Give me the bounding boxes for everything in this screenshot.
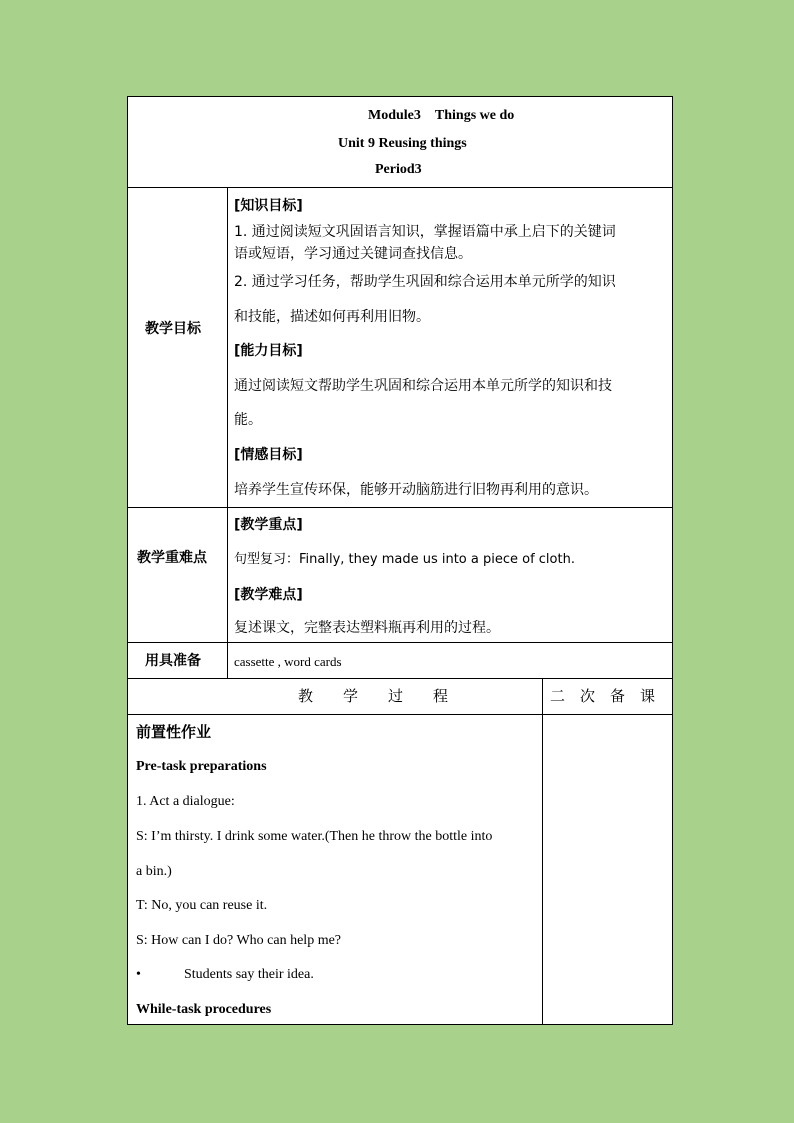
knowledge-item-1-line2: 语或短语，学习通过关键词查找信息。 [234,246,472,262]
unit-title: Unit 9 Reusing things [338,136,467,151]
rule-after-title [128,187,672,188]
ability-heading: [能力目标] [234,343,303,359]
process-header-left: 教 学 过 程 [298,687,449,705]
knowledge-item-2-line1: 2. 通过学习任务，帮助学生巩固和综合运用本单元所学的知识 [234,274,616,290]
period-title: Period3 [375,162,422,177]
knowledge-item-1-line1: 1. 通过阅读短文巩固语言知识，掌握语篇中承上启下的关键词 [234,224,616,240]
process-column-divider [542,678,543,1024]
difficulty-text: 复述课文，完整表达塑料瓶再利用的过程。 [234,620,500,636]
dialogue-t1: T: No, you can reuse it. [136,898,268,913]
homework-heading: 前置性作业 [136,723,212,741]
knowledge-item-2-line2: 和技能，描述如何再利用旧物。 [234,309,430,325]
emotion-line1: 培养学生宣传环保，能够开动脑筋进行旧物再利用的意识。 [234,482,598,498]
module-title: Module3 Things we do [368,108,515,123]
label-column-divider [227,187,228,678]
materials-text: cassette , word cards [234,654,342,669]
whiletask-heading: While-task procedures [136,1002,272,1017]
process-item-1: 1. Act a dialogue: [136,794,235,809]
knowledge-heading: [知识目标] [234,198,303,214]
lesson-plan-table [127,96,673,1025]
difficulty-heading: [教学难点] [234,587,303,603]
rule-after-keypoints [128,642,672,643]
materials-label: 用具准备 [145,653,201,669]
focus-heading: [教学重点] [234,517,303,533]
ability-line2: 能。 [234,412,262,428]
ability-line1: 通过阅读短文帮助学生巩固和综合运用本单元所学的知识和技 [234,378,612,394]
rule-after-materials [128,678,672,679]
bullet-marker: • [136,967,141,982]
focus-text: 句型复习：Finally, they made us into a piece of cloth. [234,552,575,567]
dialogue-s1: S: I’m thirsty. I drink some water.(Then he throw the bottle into [136,829,493,844]
objectives-label: 教学目标 [145,321,201,337]
keypoints-label: 教学重难点 [137,550,207,566]
students-say-idea: Students say their idea. [184,967,314,982]
dialogue-s1-cont: a bin.) [136,864,172,879]
pretask-heading: Pre-task preparations [136,759,267,774]
dialogue-s2: S: How can I do? Who can help me? [136,933,342,948]
emotion-heading: [情感目标] [234,447,303,463]
process-header-right: 二 次 备 课 [550,687,656,705]
rule-after-process-header [128,714,672,715]
rule-after-objectives [128,507,672,508]
